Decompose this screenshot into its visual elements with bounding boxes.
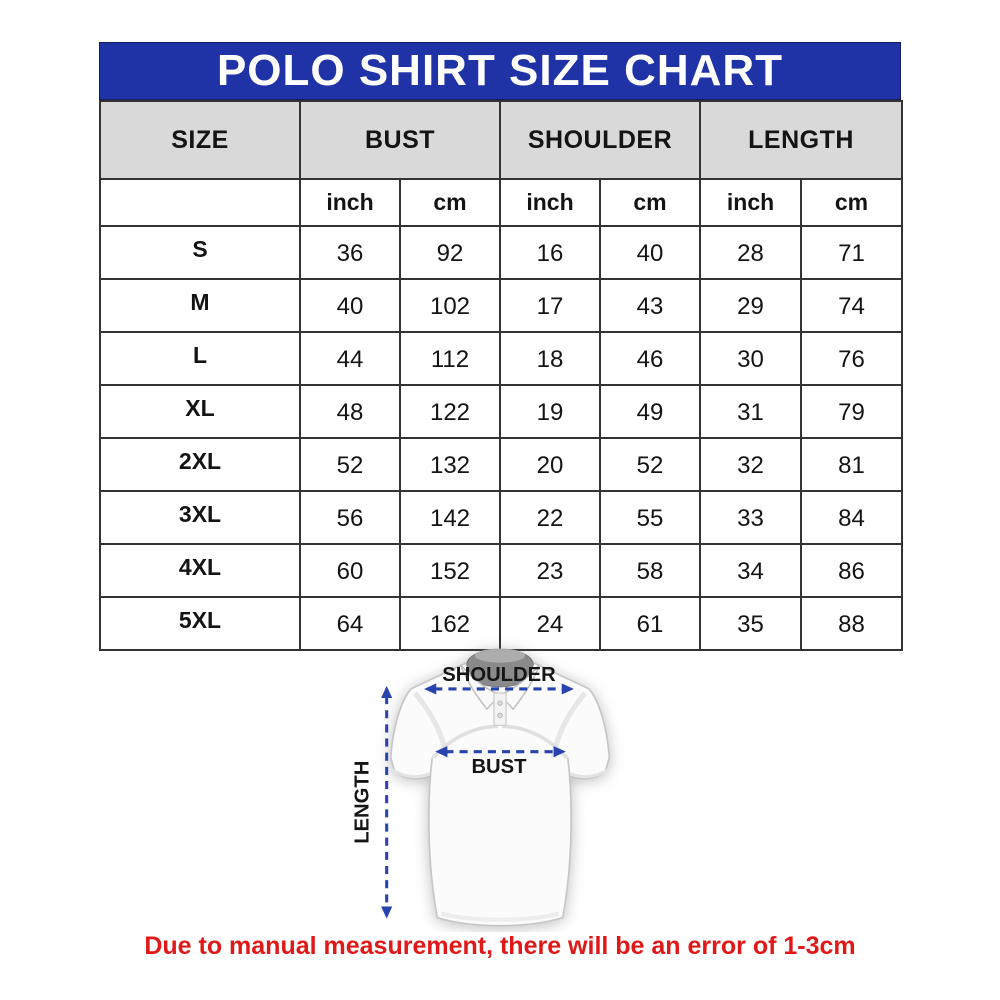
unit-header: cm — [801, 179, 902, 226]
polo-shirt-illustration — [391, 648, 610, 925]
value-cell: 43 — [600, 279, 700, 332]
length-label: LENGTH — [351, 760, 374, 844]
value-cell: 40 — [300, 279, 400, 332]
unit-header: inch — [700, 179, 801, 226]
value-cell: 49 — [600, 385, 700, 438]
value-cell: 60 — [300, 544, 400, 597]
chart-title: POLO SHIRT SIZE CHART — [216, 46, 784, 95]
value-cell: 122 — [400, 385, 500, 438]
value-cell: 162 — [400, 597, 500, 650]
table-row — [100, 544, 902, 597]
unit-header: inch — [300, 179, 400, 226]
value-cell: 33 — [700, 491, 801, 544]
table-row — [100, 226, 902, 279]
value-cell: 81 — [801, 438, 902, 491]
value-cell: 40 — [600, 226, 700, 279]
value-cell: 79 — [801, 385, 902, 438]
value-cell: 31 — [700, 385, 801, 438]
value-cell: 18 — [500, 332, 600, 385]
value-cell: 84 — [801, 491, 902, 544]
size-cell: 3XL — [100, 491, 300, 544]
value-cell: 19 — [500, 385, 600, 438]
value-cell: 64 — [300, 597, 400, 650]
value-cell: 52 — [300, 438, 400, 491]
value-cell: 152 — [400, 544, 500, 597]
size-chart-table — [99, 100, 903, 651]
value-cell: 88 — [801, 597, 902, 650]
value-cell: 32 — [700, 438, 801, 491]
value-cell: 56 — [300, 491, 400, 544]
column-header-shoulder: SHOULDER — [500, 101, 700, 179]
table-row — [100, 279, 902, 332]
size-cell: 4XL — [100, 544, 300, 597]
polo-shirt-diagram — [328, 628, 672, 932]
size-cell: XL — [100, 385, 300, 438]
bust-label: BUST — [471, 755, 527, 778]
size-cell: 2XL — [100, 438, 300, 491]
value-cell: 24 — [500, 597, 600, 650]
value-cell: 34 — [700, 544, 801, 597]
button — [498, 701, 502, 705]
value-cell: 44 — [300, 332, 400, 385]
value-cell: 55 — [600, 491, 700, 544]
value-cell: 29 — [700, 279, 801, 332]
size-cell: 5XL — [100, 597, 300, 650]
value-cell: 22 — [500, 491, 600, 544]
button — [498, 713, 502, 717]
size-chart-block — [99, 42, 901, 651]
value-cell: 58 — [600, 544, 700, 597]
table-row — [100, 491, 902, 544]
value-cell: 142 — [400, 491, 500, 544]
unit-header: inch — [500, 179, 600, 226]
length-arrow — [381, 686, 392, 919]
chart-title-bar — [99, 42, 901, 100]
value-cell: 71 — [801, 226, 902, 279]
value-cell: 52 — [600, 438, 700, 491]
unit-header-row — [100, 179, 902, 226]
value-cell: 102 — [400, 279, 500, 332]
column-header-bust: BUST — [300, 101, 500, 179]
table-row — [100, 385, 902, 438]
column-header-length: LENGTH — [700, 101, 902, 179]
measurement-disclaimer: Due to manual measurement, there will be an error of 1-3cm — [144, 932, 856, 960]
value-cell: 16 — [500, 226, 600, 279]
size-cell: L — [100, 332, 300, 385]
table-row — [100, 332, 902, 385]
unit-header: cm — [600, 179, 700, 226]
unit-header-empty — [100, 179, 300, 226]
value-cell: 17 — [500, 279, 600, 332]
value-cell: 112 — [400, 332, 500, 385]
size-cell: S — [100, 226, 300, 279]
table-row — [100, 438, 902, 491]
shoulder-label: SHOULDER — [442, 663, 556, 686]
value-cell: 74 — [801, 279, 902, 332]
value-cell: 86 — [801, 544, 902, 597]
column-header-row — [100, 101, 902, 179]
value-cell: 76 — [801, 332, 902, 385]
value-cell: 46 — [600, 332, 700, 385]
value-cell: 28 — [700, 226, 801, 279]
size-cell: M — [100, 279, 300, 332]
value-cell: 132 — [400, 438, 500, 491]
value-cell: 61 — [600, 597, 700, 650]
value-cell: 30 — [700, 332, 801, 385]
value-cell: 20 — [500, 438, 600, 491]
value-cell: 35 — [700, 597, 801, 650]
value-cell: 23 — [500, 544, 600, 597]
value-cell: 92 — [400, 226, 500, 279]
column-header-size: SIZE — [100, 101, 300, 179]
value-cell: 48 — [300, 385, 400, 438]
placket — [494, 693, 506, 725]
unit-header: cm — [400, 179, 500, 226]
value-cell: 36 — [300, 226, 400, 279]
